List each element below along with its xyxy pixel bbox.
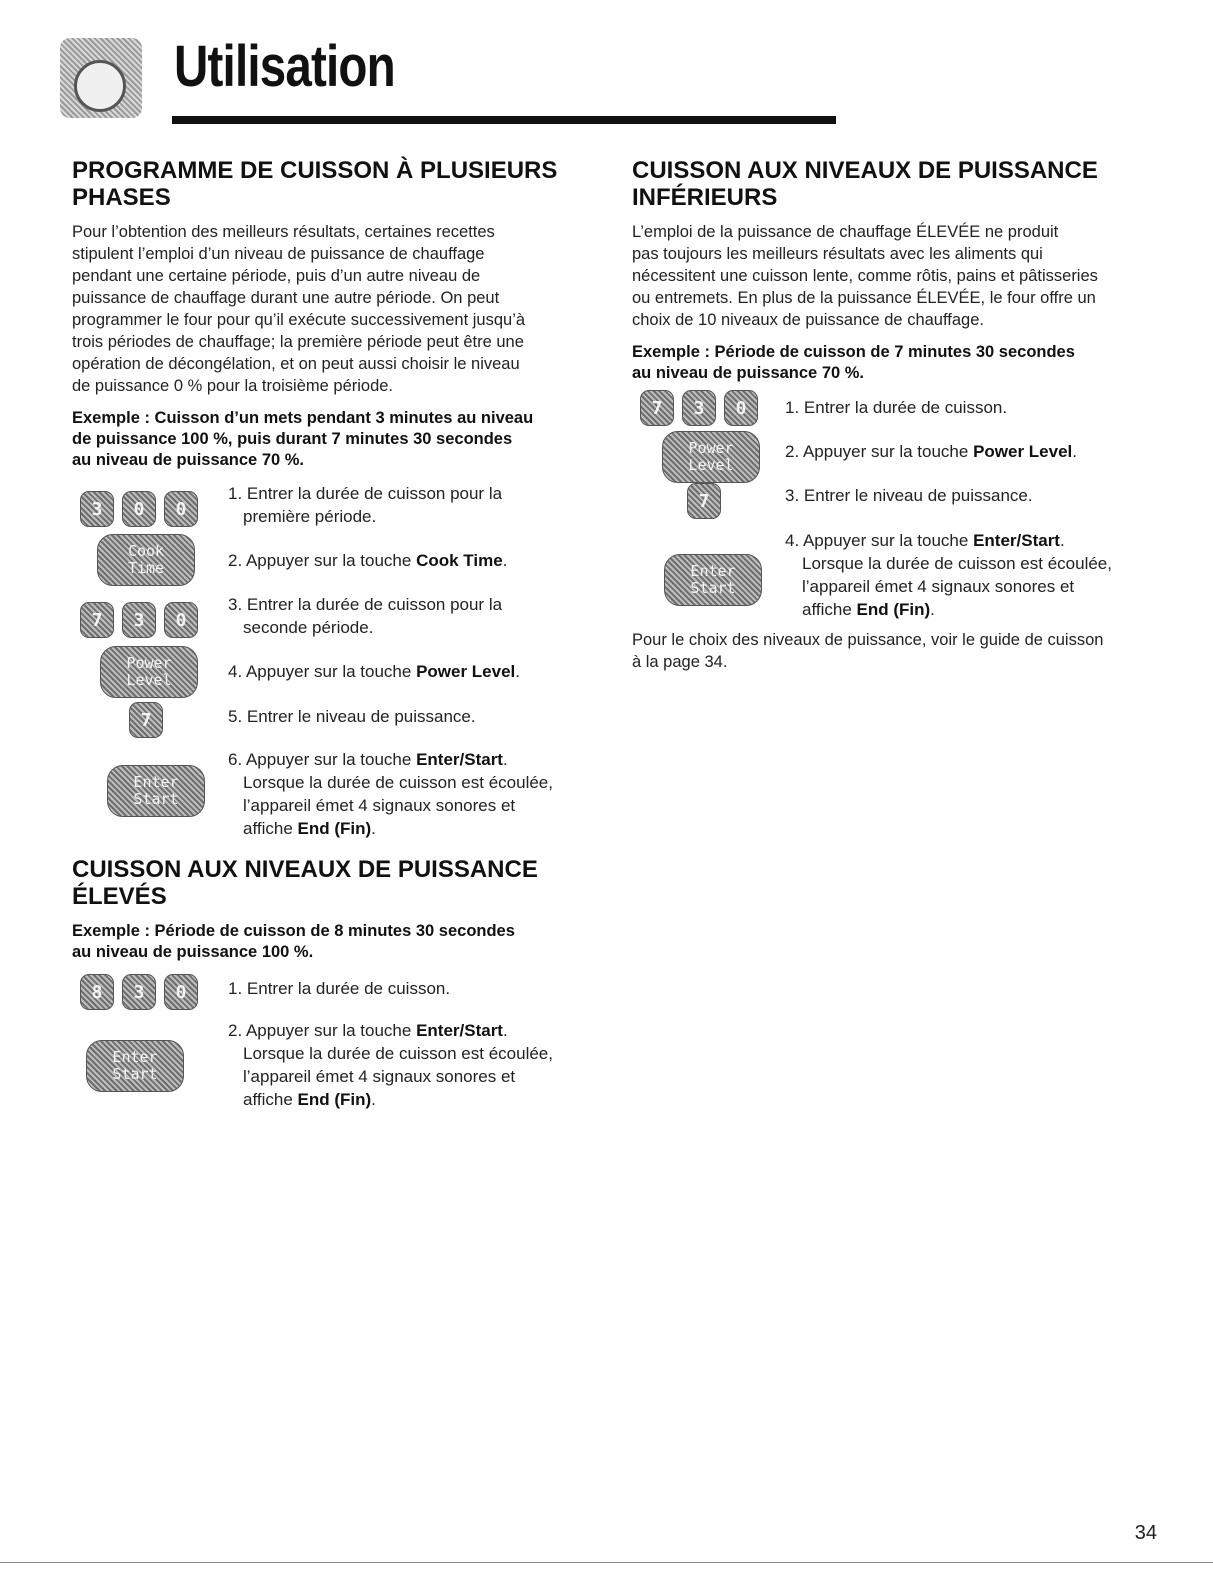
- digit-key[interactable]: 0: [122, 491, 156, 527]
- enter-start-key[interactable]: Enter Start: [664, 554, 762, 606]
- multi-example: Exemple : Cuisson d’un mets pendant 3 minutes au niveau de puissance 100 %, puis durant 7 minutes 30 secondes au niveau de puissance 70 %.: [72, 409, 534, 469]
- multi-step-5: 5. Entrer le niveau de puissance.: [228, 707, 476, 726]
- high-example: Exemple : Période de cuisson de 8 minutes 30 secondes au niveau de puissance 100 %.: [72, 922, 515, 961]
- page-number: 34: [1134, 1522, 1157, 1544]
- digit-key[interactable]: 0: [724, 390, 758, 426]
- page-title: Utilisation: [174, 34, 395, 99]
- high-step-2: 2. Appuyer sur la touche Enter/Start. Lorsque la durée de cuisson est écoulée, l’appareil émet 4 signaux sonores et affiche End (Fin).: [228, 1021, 553, 1109]
- section-heading-high: CUISSON AUX NIVEAUX DE PUISSANCE ÉLEVÉS: [72, 856, 538, 910]
- multi-step-6: 6. Appuyer sur la touche Enter/Start. Lorsque la durée de cuisson est écoulée, l’appareil émet 4 signaux sonores et affiche End (Fin).: [228, 750, 553, 838]
- section-heading-multi: PROGRAMME DE CUISSON À PLUSIEURS PHASES: [72, 157, 558, 211]
- header-dial-icon: [60, 38, 142, 118]
- low-example: Exemple : Période de cuisson de 7 minutes 30 secondes au niveau de puissance 70 %.: [632, 343, 1075, 382]
- low-footer: Pour le choix des niveaux de puissance, voir le guide de cuisson à la page 34.: [632, 631, 1104, 671]
- digit-key[interactable]: 7: [687, 483, 721, 519]
- low-body: L’emploi de la puissance de chauffage ÉLEVÉE ne produit pas toujours les meilleurs résultats avec les aliments qui nécessitent une cuisson lente, comme rôtis, pains et pâtisseries ou entremets. En plus de la puissance ÉLEVÉE, le four offre un choix de 10 niveaux de puissance de chauffage.: [632, 223, 1098, 329]
- enter-start-key[interactable]: Enter Start: [86, 1040, 184, 1092]
- power-level-key[interactable]: Power Level: [662, 431, 760, 483]
- digit-key[interactable]: 0: [164, 602, 198, 638]
- section-heading-low: CUISSON AUX NIVEAUX DE PUISSANCE INFÉRIEURS: [632, 157, 1098, 211]
- digit-key[interactable]: 3: [80, 491, 114, 527]
- multi-step-4: 4. Appuyer sur la touche Power Level.: [228, 662, 521, 681]
- low-step-2: 2. Appuyer sur la touche Power Level.: [785, 442, 1078, 461]
- digit-key[interactable]: 3: [682, 390, 716, 426]
- multi-step-1: 1. Entrer la durée de cuisson pour la première période.: [228, 484, 503, 526]
- bottom-rule: [0, 1562, 1213, 1563]
- high-keys-step1: [80, 974, 198, 1010]
- low-step-3: 3. Entrer le niveau de puissance.: [785, 486, 1033, 505]
- low-step-4: 4. Appuyer sur la touche Enter/Start. Lorsque la durée de cuisson est écoulée, l’appareil émet 4 signaux sonores et affiche End (Fin).: [785, 531, 1112, 619]
- dial-knob-icon: [74, 60, 126, 112]
- title-rule: [172, 116, 836, 124]
- digit-key[interactable]: 7: [129, 702, 163, 738]
- digit-key[interactable]: 3: [122, 974, 156, 1010]
- digit-key[interactable]: 7: [640, 390, 674, 426]
- power-level-key[interactable]: Power Level: [100, 646, 198, 698]
- multi-step-3: 3. Entrer la durée de cuisson pour la seconde période.: [228, 595, 503, 637]
- enter-start-key[interactable]: Enter Start: [107, 765, 205, 817]
- digit-key[interactable]: 7: [80, 602, 114, 638]
- low-keys-step1: [640, 390, 758, 426]
- digit-key[interactable]: 0: [164, 491, 198, 527]
- digit-key[interactable]: 0: [164, 974, 198, 1010]
- multi-step-2: 2. Appuyer sur la touche Cook Time.: [228, 551, 508, 570]
- low-step-1: 1. Entrer la durée de cuisson.: [785, 398, 1008, 417]
- multi-keys-step3: [80, 602, 198, 638]
- multi-keys-step1: [80, 491, 198, 527]
- cook-time-key[interactable]: Cook Time: [97, 534, 195, 586]
- high-step-1: 1. Entrer la durée de cuisson.: [228, 979, 451, 998]
- digit-key[interactable]: 3: [122, 602, 156, 638]
- multi-body: Pour l’obtention des meilleurs résultats, certaines recettes stipulent l’emploi d’un niveau de puissance de chauffage pendant une certaine période, puis d’un autre niveau de puissance de chauffage durant une autre période. On peut programmer le four pour qu’il exécute successivement jusqu’à trois périodes de chauffage; la première période peut être une opération de décongélation, et on peut aussi choisir le niveau de puissance 0 % pour la troisième période.: [72, 223, 526, 395]
- digit-key[interactable]: 8: [80, 974, 114, 1010]
